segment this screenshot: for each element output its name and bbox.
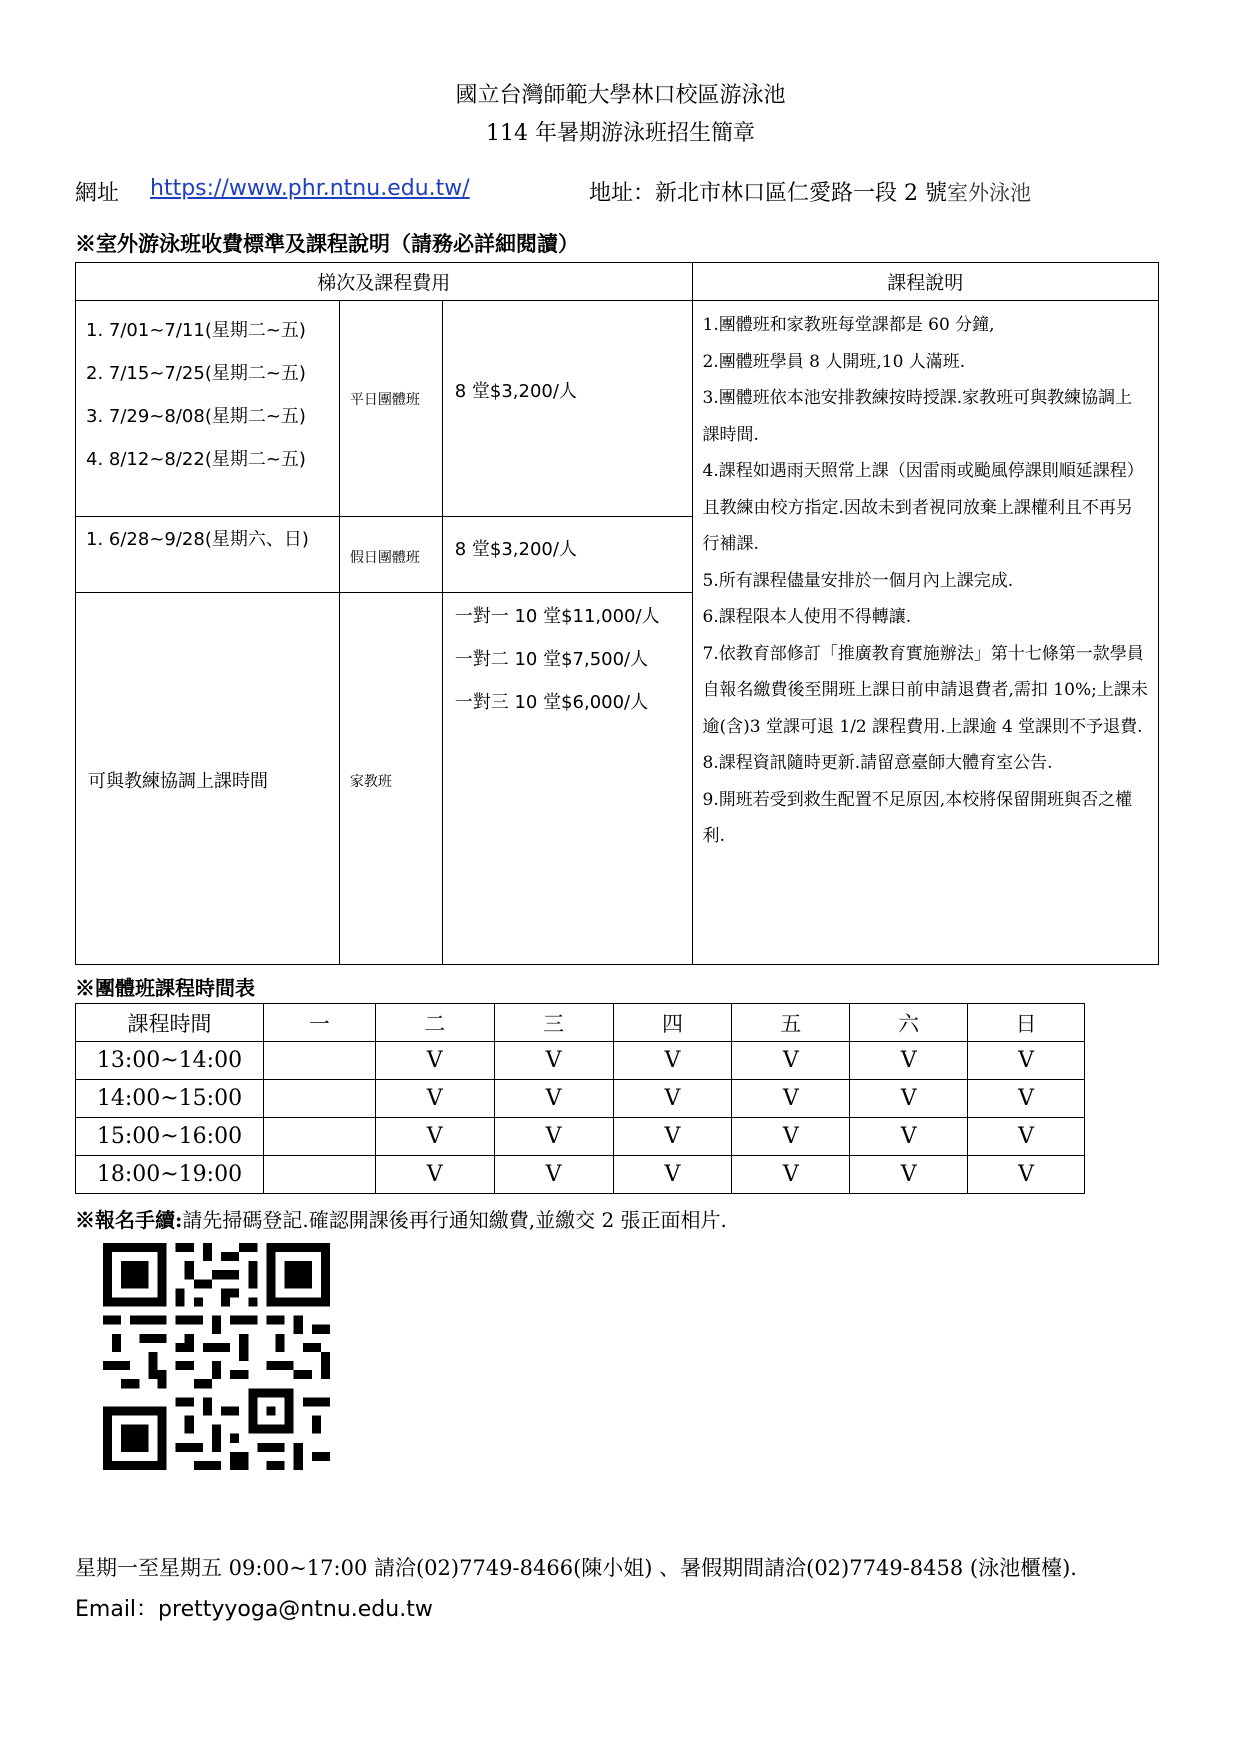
email-address[interactable]: prettyyoga@ntnu.edu.tw	[158, 1597, 433, 1622]
schedule-header-row	[76, 1004, 1085, 1042]
course-notes	[692, 301, 1159, 965]
schedule-table	[75, 1003, 1085, 1194]
private-description: 可與教練協調上課時間	[76, 593, 340, 965]
course-note: 3.團體班依本池安排教練按時授課.家教班可與教練協調上課時間.	[702, 388, 1133, 445]
schedule-cell: V	[968, 1156, 1085, 1194]
page-subtitle: 114 年暑期游泳班招生簡章	[486, 121, 755, 146]
private-fees	[442, 593, 692, 965]
schedule-cell: V	[494, 1042, 613, 1080]
weekday-session: 3. 7/29~8/08(星期二~五)	[86, 406, 306, 427]
registration-text: 請先掃碼登記.確認開課後再行通知繳費,並繳交 2 張正面相片.	[182, 1208, 727, 1232]
schedule-header-cell: 三	[494, 1004, 613, 1042]
registration-note	[75, 1204, 727, 1233]
schedule-cell: V	[375, 1156, 494, 1194]
schedule-cell: V	[732, 1042, 850, 1080]
address	[589, 176, 1031, 207]
course-note: 2.團體班學員 8 人開班,10 人滿班.	[702, 351, 966, 372]
holiday-session: 1. 6/28~9/28(星期六、日)	[76, 517, 340, 593]
schedule-cell	[263, 1042, 375, 1080]
website-link[interactable]: https://www.phr.ntnu.edu.tw/	[150, 176, 470, 201]
schedule-heading: ※團體班課程時間表	[75, 976, 255, 1000]
schedule-cell: V	[613, 1042, 732, 1080]
address-value: 新北市林口區仁愛路一段 2 號	[655, 181, 947, 206]
private-class-type: 家教班	[339, 593, 442, 965]
schedule-cell: V	[850, 1042, 968, 1080]
schedule-cell: 18:00~19:00	[76, 1156, 264, 1194]
private-fee: 一對一 10 堂$11,000/人	[454, 606, 660, 627]
schedule-cell: V	[613, 1118, 732, 1156]
fee-table	[75, 262, 1159, 965]
course-note: 1.團體班和家教班每堂課都是 60 分鐘,	[702, 315, 995, 335]
schedule-header-cell: 二	[375, 1004, 494, 1042]
schedule-header-cell: 日	[968, 1004, 1085, 1042]
schedule-cell: V	[732, 1080, 850, 1118]
schedule-header-cell: 四	[613, 1004, 732, 1042]
holiday-fee: 8 堂$3,200/人	[442, 517, 692, 593]
course-note: 6.課程限本人使用不得轉讓.	[702, 607, 912, 627]
schedule-header-cell: 五	[732, 1004, 850, 1042]
schedule-cell: V	[375, 1080, 494, 1118]
holiday-class-type: 假日團體班	[339, 517, 442, 593]
schedule-cell: V	[732, 1118, 850, 1156]
schedule-header-cell: 六	[850, 1004, 968, 1042]
schedule-cell	[263, 1080, 375, 1118]
address-label: 地址：	[589, 181, 656, 206]
col-header-schedule-fee: 梯次及課程費用	[76, 263, 693, 301]
private-fee: 一對二 10 堂$7,500/人	[454, 649, 649, 670]
table-row	[76, 1042, 1085, 1080]
schedule-cell: 15:00~16:00	[76, 1118, 264, 1156]
schedule-cell: 14:00~15:00	[76, 1080, 264, 1118]
schedule-cell: V	[494, 1118, 613, 1156]
course-note: 8.課程資訊隨時更新.請留意臺師大體育室公告.	[702, 753, 1053, 773]
schedule-cell: V	[613, 1080, 732, 1118]
qr-code-icon[interactable]	[103, 1243, 330, 1470]
weekday-session: 1. 7/01~7/11(星期二~五)	[86, 320, 306, 341]
page-title: 國立台灣師範大學林口校區游泳池	[455, 83, 786, 108]
col-header-course-notes: 課程說明	[692, 263, 1159, 301]
weekday-fee: 8 堂$3,200/人	[442, 301, 692, 517]
schedule-cell: V	[375, 1042, 494, 1080]
weekday-class-type: 平日團體班	[339, 301, 442, 517]
schedule-cell: V	[850, 1080, 968, 1118]
schedule-cell	[263, 1156, 375, 1194]
course-note: 4.課程如遇雨天照常上課（因雷雨或颱風停課則順延課程）且教練由校方指定.因故未到者視同放棄上課權利且不再另行補課.	[702, 461, 1144, 554]
schedule-cell: V	[494, 1080, 613, 1118]
schedule-cell: V	[850, 1118, 968, 1156]
weekday-sessions	[76, 301, 340, 517]
weekday-session: 4. 8/12~8/22(星期二~五)	[86, 449, 306, 470]
table-row	[76, 1080, 1085, 1118]
private-fee: 一對三 10 堂$6,000/人	[454, 692, 649, 713]
schedule-header-cell: 課程時間	[76, 1004, 264, 1042]
course-note: 7.依教育部修訂「推廣教育實施辦法」第十七條第一款學員自報名繳費後至開班上課日前申請退費者,需扣 10%;上課未逾(含)3 堂課可退 1/2 課程費用.上課逾 4 堂課則不予退費.	[702, 643, 1148, 737]
fee-section-heading: ※室外游泳班收費標準及課程說明（請務必詳細閱讀）	[75, 231, 579, 256]
schedule-cell	[263, 1118, 375, 1156]
registration-label: ※報名手續:	[75, 1208, 183, 1232]
schedule-cell: V	[968, 1042, 1085, 1080]
address-suffix: 室外泳池	[947, 181, 1031, 205]
table-row	[76, 1156, 1085, 1194]
table-row	[76, 1118, 1085, 1156]
contact-line: 星期一至星期五 09:00~17:00 請洽(02)7749-8466(陳小姐) 、暑假期間請洽(02)7749-8458 (泳池櫃檯).	[75, 1556, 1077, 1580]
schedule-cell: 13:00~14:00	[76, 1042, 264, 1080]
course-note: 9.開班若受到救生配置不足原因,本校將保留開班與否之權利.	[702, 789, 1133, 846]
schedule-cell: V	[732, 1156, 850, 1194]
schedule-cell: V	[375, 1118, 494, 1156]
course-note: 5.所有課程儘量安排於一個月內上課完成.	[702, 570, 1014, 591]
website-label: 網址	[75, 181, 120, 206]
schedule-cell: V	[968, 1080, 1085, 1118]
email-label: Email：	[75, 1597, 159, 1622]
weekday-session: 2. 7/15~7/25(星期二~五)	[86, 363, 306, 384]
schedule-header-cell: 一	[263, 1004, 375, 1042]
contact-email	[75, 1592, 433, 1623]
schedule-cell: V	[850, 1156, 968, 1194]
schedule-cell: V	[494, 1156, 613, 1194]
schedule-cell: V	[613, 1156, 732, 1194]
schedule-cell: V	[968, 1118, 1085, 1156]
